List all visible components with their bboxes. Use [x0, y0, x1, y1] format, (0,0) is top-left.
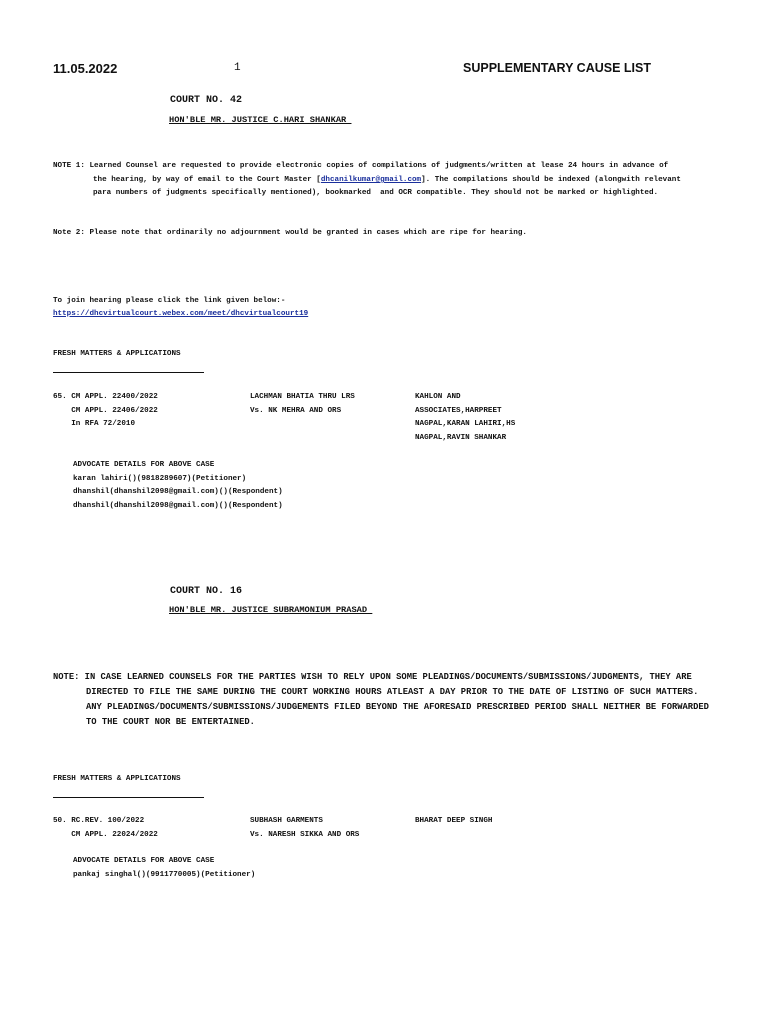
court-note-line: ANY PLEADINGS/DOCUMENTS/SUBMISSIONS/JUDGEMENTS FILED BEYOND THE AFORESAID PRESCRIBED PERIOD SHALL NEITHER BE FORWARDED	[86, 702, 709, 712]
advocate-detail: dhanshil(dhanshil2098@gmail.com)()(Respondent)	[73, 488, 283, 496]
judge-name: HON'BLE MR. JUSTICE C.HARI SHANKAR	[169, 115, 352, 125]
advocate-details-title: ADVOCATE DETAILS FOR ABOVE CASE	[73, 461, 215, 469]
join-hearing-link[interactable]: https://dhcvirtualcourt.webex.com/meet/dhcvirtualcourt19	[53, 310, 309, 318]
parties-block	[250, 815, 359, 842]
court-note-line: NOTE: IN CASE LEARNED COUNSELS FOR THE PARTIES WISH TO RELY UPON SOME PLEADINGS/DOCUMENTS/SUBMISSIONS/JUDGMENTS, THEY ARE	[53, 672, 692, 682]
court-note-line: DIRECTED TO FILE THE SAME DURING THE COURT WORKING HOURS ATLEAST A DAY PRIOR TO THE DATE OF LISTING OF SUCH MATTERS.	[86, 687, 699, 697]
case-line: CM APPL. 22406/2022	[53, 406, 158, 415]
case-line: CM APPL. 22024/2022	[53, 830, 158, 839]
case-line: 65. CM APPL. 22400/2022	[53, 393, 158, 401]
case-line: 50. RC.REV. 100/2022	[53, 817, 145, 825]
section-title: FRESH MATTERS & APPLICATIONS	[53, 775, 181, 783]
note-1-line-2	[93, 176, 681, 184]
advocate-line: BHARAT DEEP SINGH	[415, 817, 493, 825]
court-number: COURT NO. 16	[170, 586, 243, 597]
list-date: 11.05.2022	[53, 61, 118, 76]
party-line: LACHMAN BHATIA THRU LRS	[250, 393, 355, 401]
note-1-line-2-post: ]. The compilations should be indexed (alongwith relevant	[421, 176, 681, 184]
section-divider	[53, 372, 204, 373]
case-number-block	[53, 815, 158, 842]
party-line: SUBHASH GARMENTS	[250, 817, 323, 825]
page-number: 1	[234, 62, 241, 74]
court-master-email-link[interactable]: dhcanilkumar@gmail.com	[320, 176, 422, 184]
join-hearing-text: To join hearing please click the link given below:-	[53, 297, 286, 305]
advocate-line: KAHLON AND	[415, 393, 461, 401]
note-1-line-3: para numbers of judgments specifically mentioned), bookmarked and OCR compatible. They should not be marked or highlighted.	[93, 189, 659, 197]
section-divider	[53, 797, 204, 798]
section-title: FRESH MATTERS & APPLICATIONS	[53, 350, 181, 358]
advocate-details-block	[73, 459, 283, 513]
party-line: Vs. NK MEHRA AND ORS	[250, 406, 342, 415]
note-2: Note 2: Please note that ordinarily no adjournment would be granted in cases which are ripe for hearing.	[53, 229, 527, 237]
advocate-line: NAGPAL,RAVIN SHANKAR	[415, 433, 507, 442]
advocate-line: ASSOCIATES,HARPREET	[415, 406, 502, 415]
list-title: SUPPLEMENTARY CAUSE LIST	[463, 61, 651, 75]
case-number-block	[53, 391, 158, 432]
party-line: Vs. NARESH SIKKA AND ORS	[250, 830, 360, 839]
advocate-details-block	[73, 855, 255, 882]
court-note-line: TO THE COURT NOR BE ENTERTAINED.	[86, 717, 255, 727]
note-1-line-2-pre: the hearing, by way of email to the Court Master [	[93, 176, 321, 184]
note-1-line-1: NOTE 1: Learned Counsel are requested to provide electronic copies of compilations of judgments/written at lease 24 hours in advance of	[53, 162, 669, 170]
case-line: In RFA 72/2010	[53, 420, 136, 428]
advocate-detail: pankaj singhal()(9911770005)(Petitioner)	[73, 870, 256, 879]
advocates-block	[415, 815, 492, 829]
advocate-line: NAGPAL,KARAN LAHIRI,HS	[415, 420, 516, 428]
court-number: COURT NO. 42	[170, 95, 243, 106]
judge-name: HON'BLE MR. JUSTICE SUBRAMONIUM PRASAD	[169, 605, 373, 615]
advocate-detail: dhanshil(dhanshil2098@gmail.com)()(Respondent)	[73, 501, 283, 510]
advocate-detail: karan lahiri()(9818289607)(Petitioner)	[73, 474, 247, 483]
court-note-block	[53, 670, 709, 730]
parties-block	[250, 391, 355, 418]
advocate-details-title: ADVOCATE DETAILS FOR ABOVE CASE	[73, 857, 215, 865]
advocates-block	[415, 391, 515, 445]
